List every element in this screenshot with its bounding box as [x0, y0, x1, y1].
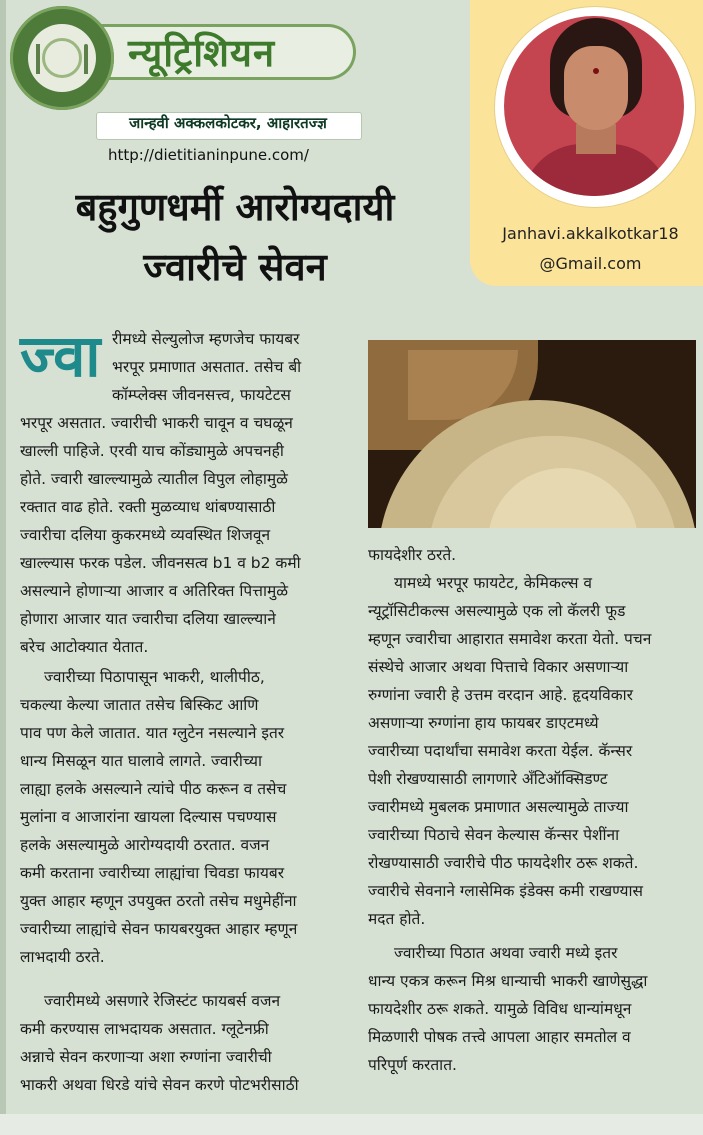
right-column-line: ज्वारीमध्ये मुबलक प्रमाणात असल्यामुळे ताज्या [368, 798, 629, 816]
drop-cap: ज्वा [20, 322, 101, 390]
left-column-line: ज्वारीमध्ये असणारे रेजिस्टंट फायबर्स वजन [44, 992, 281, 1010]
left-column-line: ज्वारीचा दलिया कुकरमध्ये व्यवस्थित शिजवून [20, 526, 271, 544]
sorghum-grain-photo [368, 340, 696, 528]
left-column-line: रीमध्ये सेल्युलोज म्हणजेच फायबर [112, 330, 300, 348]
left-column-line: अन्नाचे सेवन करणाऱ्या अशा रुग्णांना ज्वारीची [20, 1048, 272, 1066]
left-column-line: खाल्ल्यास फरक पडेल. जीवनसत्व b1 व b2 कमी [20, 554, 301, 572]
left-column-line: हलके असल्यामुळे आरोग्यदायी ठरतात. वजन [20, 836, 270, 854]
page-bottom-margin [0, 1114, 703, 1135]
author-email-line-2: @Gmail.com [539, 254, 642, 273]
left-column-line: ज्वारीच्या लाह्यांचे सेवन फायबरयुक्त आहार म्हणून [20, 920, 298, 938]
right-column-line: पेशी रोखण्यासाठी लागणारे अँटिऑक्सिडण्ट [368, 770, 608, 788]
right-column-line: ज्वारीच्या पिठात अथवा ज्वारी मध्ये इतर [394, 944, 618, 962]
right-column-line: रुग्णांना ज्वारी हे उत्तम वरदान आहे. हृदयविकार [368, 686, 634, 704]
right-column-line: असणाऱ्या रुग्णांना हाय फायबर डाएटमध्ये [368, 714, 599, 732]
left-column-line: मुलांना व आजारांना खायला दिल्यास पचण्यास [20, 808, 277, 826]
plate-icon [42, 38, 82, 78]
headline-line-2: ज्वारीचे सेवन [143, 245, 327, 289]
left-column-line: कमी करण्यास लाभदायक असतात. ग्लूटेनफ्री [20, 1020, 269, 1038]
right-column-line: ज्वारीच्या पदार्थांचा समावेश करता येईल. कॅन्सर [368, 742, 633, 760]
author-email-line-1: Janhavi.akkalkotkar18 [502, 224, 679, 243]
right-column-line: फायदेशीर ठरते. [368, 546, 457, 564]
right-column-line: यामध्ये भरपूर फायटेट, केमिकल्स व [394, 574, 593, 592]
fork-icon [36, 44, 40, 74]
right-column-line: म्हणून ज्वारीचा आहारात समावेश करता येतो. पचन [368, 630, 652, 648]
left-column-line: असल्याने होणाऱ्या आजार व अतिरिक्त पित्तामुळे [20, 582, 289, 600]
left-column-line: भरपूर प्रमाणात असतात. तसेच बी [112, 358, 302, 376]
left-column-line: रक्तात वाढ होते. रक्ती मुळव्याध थांबण्यासाठी [20, 498, 276, 516]
left-column-line: भाकरी अथवा धिरडे यांचे सेवन करणे पोटभरीसाठी [20, 1076, 299, 1094]
nutrition-plate-logo [10, 6, 114, 110]
left-column-line: लाह्या हलके असल्याने त्यांचे पीठ करून व तसेच [20, 780, 287, 798]
right-column-line: फायदेशीर ठरू शकते. यामुळे विविध धान्यांमधून [368, 1000, 632, 1018]
author-name: जान्हवी अक्कलकोटकर, आहारतज्ज्ञ [129, 114, 327, 132]
left-column-line: ज्वारीच्या पिठापासून भाकरी, थालीपीठ, [44, 668, 265, 686]
headline-line-1: बहुगुणधर्मी आरोग्यदायी [75, 185, 395, 229]
left-column-line: बरेच आटोक्यात येतात. [20, 638, 149, 656]
right-column-line: संस्थेचे आजार अथवा पित्ताचे विकार असणाऱ्या [368, 658, 629, 676]
left-column-line: युक्त आहार म्हणून उपयुक्त ठरतो तसेच मधुमेहींना [20, 892, 297, 910]
right-column-line: परिपूर्ण करतात. [368, 1056, 457, 1074]
column-title: न्यूट्रिशियन [128, 31, 276, 75]
website-link[interactable]: http://dietitianinpune.com/ [108, 146, 309, 164]
right-column-line: धान्य एकत्र करून मिश्र धान्याची भाकरी खाणेसुद्धा [368, 972, 648, 990]
right-column-line: रोखण्यासाठी ज्वारीचे पीठ फायदेशीर ठरू शकते. [368, 854, 639, 872]
right-column-line: ज्वारीच्या पिठाचे सेवन केल्यास कॅन्सर पेशींना [368, 826, 620, 844]
right-column-line: मदत होते. [368, 910, 426, 928]
left-column-line: कमी करताना ज्वारीच्या लाह्यांचा चिवडा फायबर [20, 864, 285, 882]
right-column-line: मिळणारी पोषक तत्त्वे आपला आहार समतोल व [368, 1028, 631, 1046]
left-column-line: लाभदायी ठरते. [20, 948, 105, 966]
page-edge [0, 0, 6, 1135]
left-column-line: होणारा आजार यात ज्वारीचा दलिया खाल्ल्याने [20, 610, 276, 628]
left-column-line: भरपूर असतात. ज्वारीची भाकरी चावून व चघळून [20, 414, 293, 432]
knife-icon [84, 44, 88, 74]
author-photo [504, 16, 684, 196]
left-column-line: धान्य मिसळून यात घालावे लागते. ज्वारीच्या [20, 752, 263, 770]
left-column-line: चकल्या केल्या जातात तसेच बिस्किट आणि [20, 696, 259, 714]
left-column-line: कॉम्प्लेक्स जीवनसत्त्व, फायटेटस [112, 386, 291, 404]
right-column-line: न्यूट्रॉसिटीकल्स असल्यामुळे एक लो कॅलरी फूड [368, 602, 626, 620]
right-column-line: ज्वारीचे सेवनाने ग्लासेमिक इंडेक्स कमी राखण्यास [368, 882, 643, 900]
left-column-line: खाल्ली पाहिजे. एरवी याच कोंड्यामुळे अपचनही [20, 442, 284, 460]
left-column-line: पाव पण केले जातात. यात ग्लुटेन नसल्याने इतर [20, 724, 285, 742]
left-column-line: होते. ज्वारी खाल्ल्यामुळे त्यातील विपुल लोहामुळे [20, 470, 288, 488]
